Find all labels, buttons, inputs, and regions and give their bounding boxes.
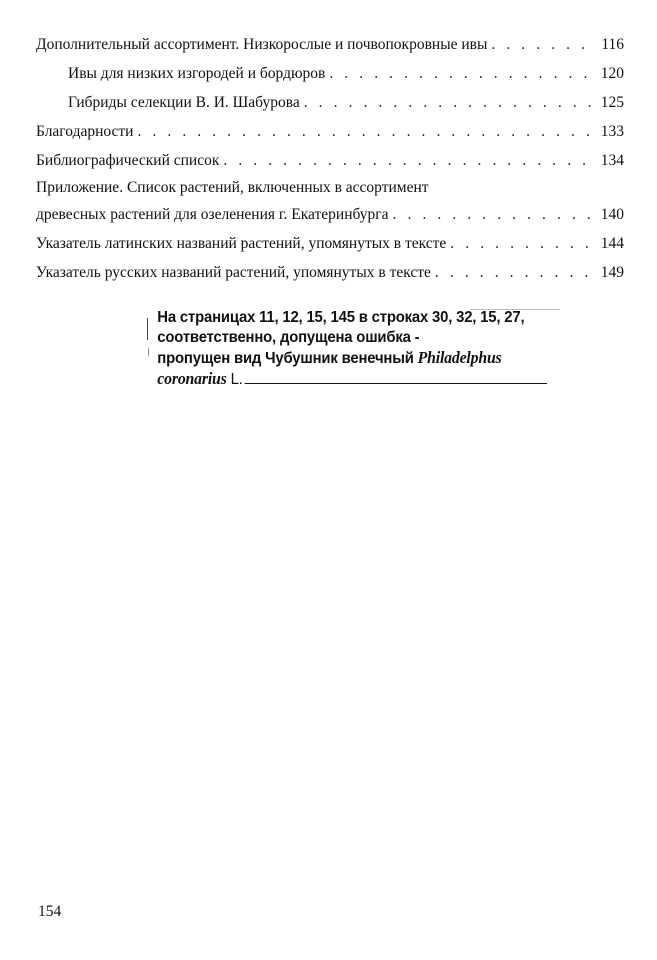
- toc-entry-title: Библиографический список: [36, 152, 220, 169]
- toc-entry: [36, 175, 624, 229]
- errata-underline: [244, 369, 546, 384]
- errata-line: [148, 348, 557, 369]
- dot-leader: [450, 229, 595, 258]
- errata-genus: Philadelphus: [417, 348, 502, 367]
- toc-entry-page: 149: [600, 264, 624, 281]
- errata-text: пропущен вид Чубушник венечный: [157, 350, 414, 367]
- dot-leader: [223, 146, 595, 175]
- toc-entry: [36, 30, 624, 59]
- errata-line: [148, 369, 557, 390]
- toc-entry-page: 144: [600, 235, 624, 252]
- dot-leader: [329, 59, 595, 88]
- toc-entry-title: Указатель русских названий растений, упомянутых в тексте: [36, 264, 431, 281]
- dot-leader: [304, 88, 595, 117]
- toc-entry-page: 134: [600, 152, 624, 169]
- page-number: 154: [38, 903, 62, 920]
- toc-entry-page: 133: [600, 123, 624, 140]
- toc-entry-title: Гибриды селекции В. И. Шабурова: [68, 94, 300, 111]
- toc-entry-title-line2: древесных растений для озеленения г. Екатеринбурга: [36, 206, 389, 223]
- toc-subentry: [36, 59, 624, 88]
- dot-leader: [491, 30, 595, 59]
- toc-entry: [36, 258, 624, 287]
- errata-line: На страницах 11, 12, 15, 145 в строках 30, 32, 15, 27,: [157, 309, 525, 326]
- dot-leader: [393, 200, 595, 229]
- toc-subentry: [36, 88, 624, 117]
- toc-entry-page: 120: [600, 65, 624, 82]
- errata-note: [148, 308, 557, 390]
- dot-leader: [137, 117, 595, 146]
- toc-entry-title: Указатель латинских названий растений, упомянутых в тексте: [36, 235, 447, 252]
- toc-entry-page: 140: [600, 206, 624, 223]
- errata-species: coronarius: [157, 369, 227, 388]
- table-of-contents: [36, 30, 624, 287]
- toc-entry-title: Ивы для низких изгородей и бордюров: [68, 65, 326, 82]
- toc-entry-title: Благодарности: [36, 123, 134, 140]
- toc-entry-title: Дополнительный ассортимент. Низкорослые и почвопокровные ивы: [36, 36, 488, 53]
- toc-entry-page: 125: [600, 94, 624, 111]
- toc-entry: [36, 146, 624, 175]
- dot-leader: [435, 258, 595, 287]
- errata-line: соответственно, допущена ошибка -: [157, 329, 420, 346]
- toc-entry-title-line1: Приложение. Список растений, включенных в ассортимент: [36, 179, 429, 196]
- toc-entry: [36, 117, 624, 146]
- toc-entry: [36, 229, 624, 258]
- errata-author: L.: [230, 371, 243, 388]
- toc-entry-page: 116: [601, 36, 624, 53]
